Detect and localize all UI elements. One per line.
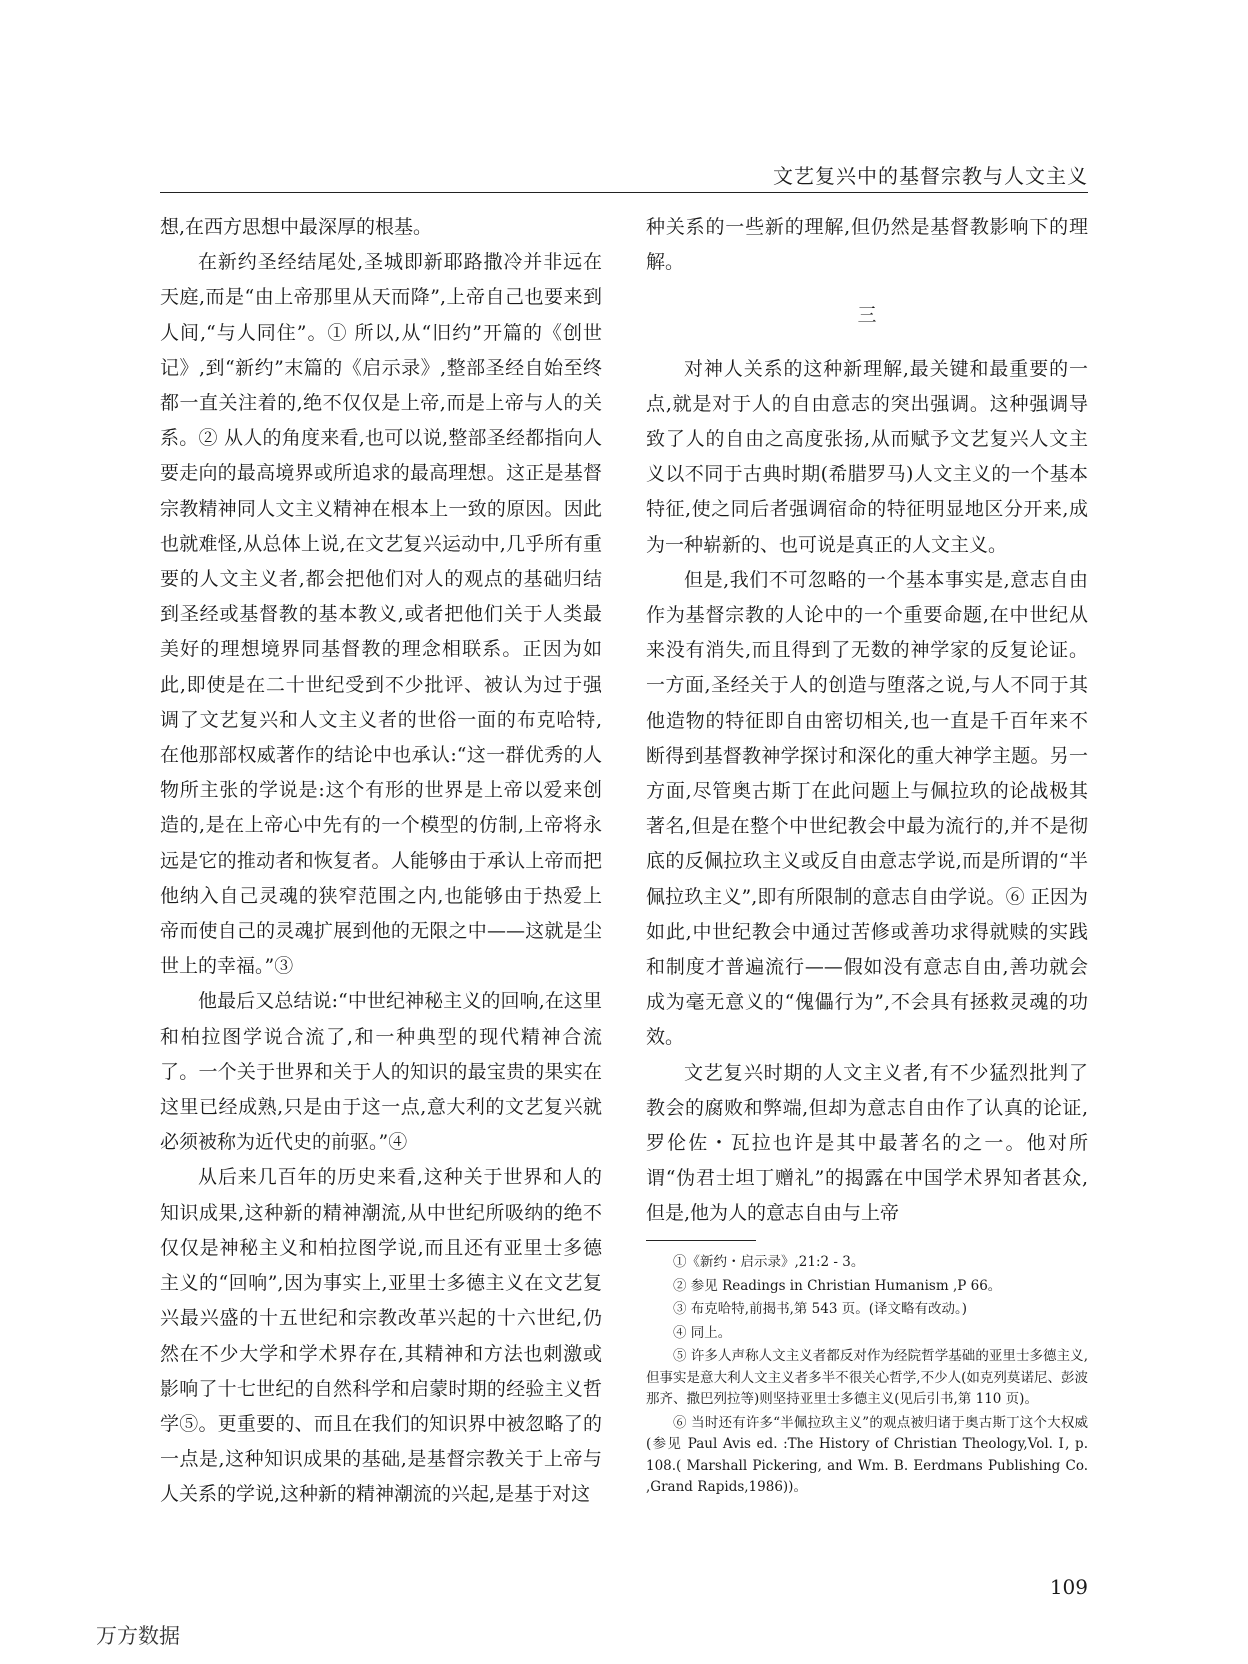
page-number: 109	[1049, 1575, 1088, 1599]
footnotes	[646, 1252, 1088, 1501]
section-number: 三	[857, 304, 877, 327]
paragraph: 想,在西方思想中最深厚的根基。	[160, 216, 433, 238]
right-column	[646, 210, 1088, 1232]
paragraph: 他最后又总结说:“中世纪神秘主义的回响,在这里和柏拉图学说合流了,和一种典型的现代精神合流了。一个关于世界和关于人的知识的最宝贵的果实在这里已经成熟,只是由于这一点,意大利的文艺复兴就必须被称为近代史的前驱。”④	[160, 990, 602, 1154]
paragraph: 文艺复兴时期的人文主义者,有不少猛烈批判了教会的腐败和弊端,但却为意志自由作了认真的论证,罗伦佐・瓦拉也许是其中最著名的之一。他对所谓“伪君士坦丁赠礼”的揭露在中国学术界知者甚众,但是,他为人的意志自由与上帝	[646, 1061, 1088, 1225]
footnote: ①《新约・启示录》,21:2 - 3。	[673, 1254, 865, 1270]
footnote: ③ 布克哈特,前揭书,第 543 页。(译文略有改动。)	[673, 1301, 968, 1317]
footnote: ⑤ 许多人声称人文主义者都反对作为经院哲学基础的亚里士多德主义,但事实是意大利人文主义者多半不很关心哲学,不少人(如克列莫诺尼、彭波那齐、撒巴列拉等)则坚持亚里士多德主义(见后引书,第 110 页)。	[646, 1348, 1088, 1407]
running-header-title: 文艺复兴中的基督宗教与人文主义	[773, 164, 1088, 188]
paragraph: 在新约圣经结尾处,圣城即新耶路撒冷并非远在天庭,而是“由上帝那里从天而降”,上帝自己也要来到人间,“与人同住”。① 所以,从“旧约”开篇的《创世记》,到“新约”末篇的《启示录》,整部圣经自始至终都一直关注着的,绝不仅仅是上帝,而是上帝与人的关系。② 从人的角度来看,也可以说,整部圣经都指向人要走向的最高境界或所追求的最高理想。这正是基督宗教精神同人文主义精神在根本上一致的原因。因此也就难怪,从总体上说,在文艺复兴运动中,几乎所有重要的人文主义者,都会把他们对人的观点的基础归结到圣经或基督教的基本教义,或者把他们关于人类最美好的理想境界同基督教的理念相联系。正因为如此,即使是在二十世纪受到不少批评、被认为过于强调了文艺复兴和人文主义者的世俗一面的布克哈特,在他那部权威著作的结论中也承认:“这一群优秀的人物所主张的学说是:这个有形的世界是上帝以爱来创造的,是在上帝心中先有的一个模型的仿制,上帝将永远是它的推动者和恢复者。人能够由于承认上帝而把他纳入自己灵魂的狭窄范围之内,也能够由于热爱上帝而使自己的灵魂扩展到他的无限之中——这就是尘世上的幸福。”③	[160, 251, 602, 978]
left-column	[160, 210, 602, 1513]
paragraph: 从后来几百年的历史来看,这种关于世界和人的知识成果,这种新的精神潮流,从中世纪所吸纳的绝不仅仅是神秘主义和柏拉图学说,而且还有亚里士多德主义的“回响”,因为事实上,亚里士多德主义在文艺复兴最兴盛的十五世纪和宗教改革兴起的十六世纪,仍然在不少大学和学术界存在,其精神和方法也刺激或影响了十七世纪的自然科学和启蒙时期的经验主义哲学⑤。更重要的、而且在我们的知识界中被忽略了的一点是,这种知识成果的基础,是基督宗教关于上帝与人关系的学说,这种新的精神潮流的兴起,是基于对这	[160, 1166, 602, 1506]
footnote: ④ 同上。	[673, 1324, 732, 1341]
paragraph: 但是,我们不可忽略的一个基本事实是,意志自由作为基督宗教的人论中的一个重要命题,在中世纪从来没有消失,而且得到了无数的神学家的反复论证。一方面,圣经关于人的创造与堕落之说,与人不同于其他造物的特征即自由密切相关,也一直是千百年来不断得到基督教神学探讨和深化的重大神学主题。另一方面,尽管奥古斯丁在此问题上与佩拉玖的论战极其著名,但是在整个中世纪教会中最为流行的,并不是彻底的反佩拉玖主义或反自由意志学说,而是所谓的“半佩拉玖主义”,即有所限制的意志自由学说。⑥ 正因为如此,中世纪教会中通过苦修或善功求得就赎的实践和制度才普遍流行——假如没有意志自由,善功就会成为毫无意义的“傀儡行为”,不会具有拯救灵魂的功效。	[646, 568, 1088, 1049]
watermark: 万方数据	[96, 1624, 180, 1648]
footnote-rule	[646, 1240, 756, 1241]
paragraph: 种关系的一些新的理解,但仍然是基督教影响下的理解。	[646, 216, 1088, 274]
footnote: ⑥ 当时还有许多“半佩拉玖主义”的观点被归诸于奥古斯丁这个大权威(参见 Paul Avis ed. :The History of Christian Theology,Vol. Ⅰ, p. 108.( Marshall Pickering, and Wm. B. Eerdmans Publishing Co. ,Grand Rapids,1986))。	[646, 1414, 1088, 1495]
footnote: ② 参见 Readings in Christian Humanism ,P 66。	[673, 1277, 1002, 1294]
header-rule	[160, 192, 1088, 193]
paragraph: 对神人关系的这种新理解,最关键和最重要的一点,就是对于人的自由意志的突出强调。这种强调导致了人的自由之高度张扬,从而赋予文艺复兴人文主义以不同于古典时期(希腊罗马)人文主义的一个基本特征,使之同后者强调宿命的特征明显地区分开来,成为一种崭新的、也可说是真正的人文主义。	[646, 357, 1088, 556]
